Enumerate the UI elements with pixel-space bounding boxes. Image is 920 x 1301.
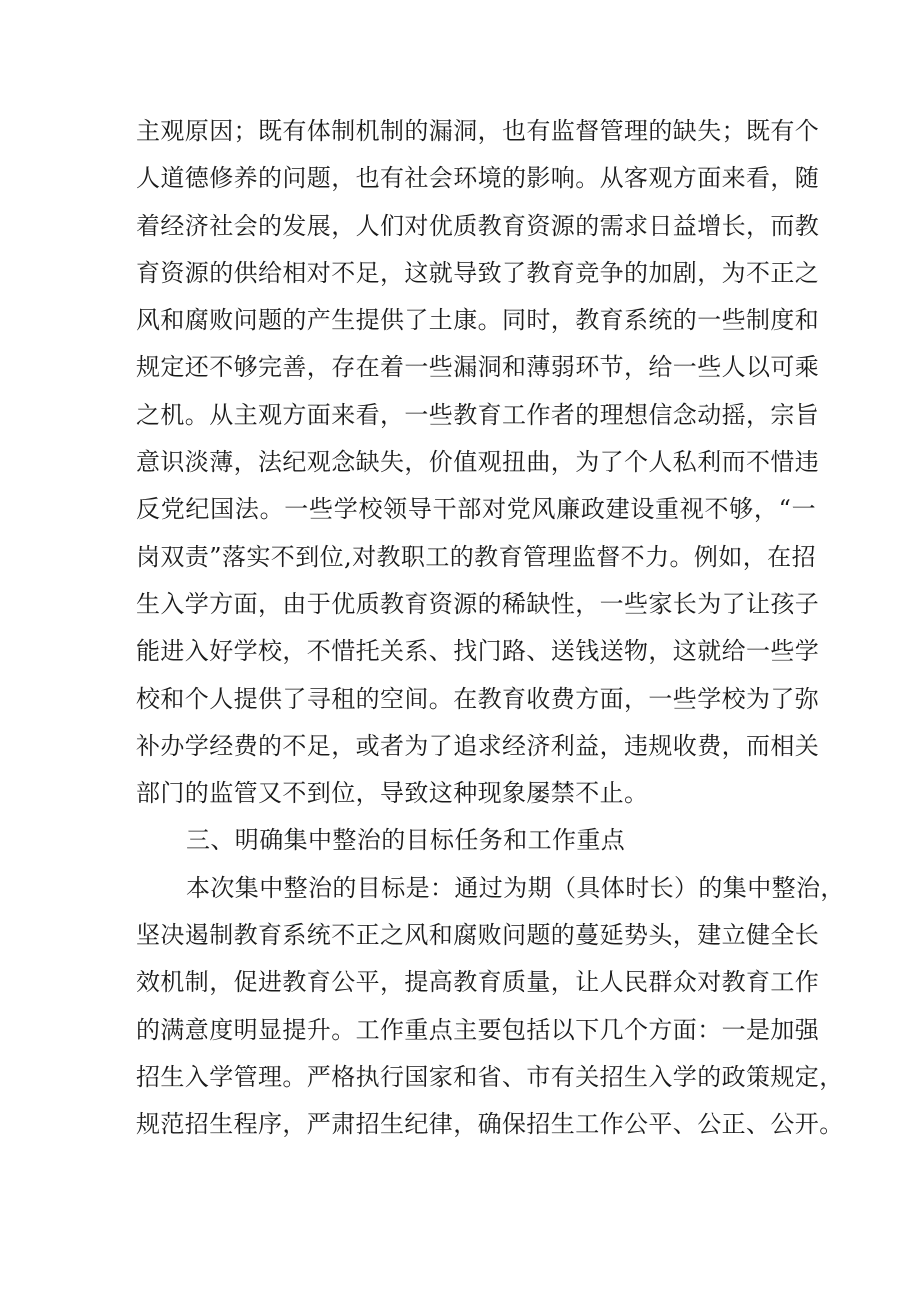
text-line: 岗双责”落实不到位,对教职工的教育管理监督不力。例如，在招 [136, 542, 816, 571]
text-line: 规定还不够完善，存在着一些漏洞和薄弱环节，给一些人以可乘 [136, 353, 820, 382]
text-line: 补办学经费的不足，或者为了追求经济利益，违规收费，而相关 [136, 731, 820, 760]
text-line: 校和个人提供了寻租的空间。在教育收费方面，一些学校为了弥 [136, 684, 820, 713]
text-line: 人道德修养的问题，也有社会环境的影响。从客观方面来看，随 [136, 164, 820, 193]
text-line: 主观原因；既有体制机制的漏洞，也有监督管理的缺失；既有个 [136, 117, 820, 145]
text-line: 意识淡薄，法纪观念缺失，价值观扭曲，为了个人私利而不惜违 [136, 448, 820, 477]
paragraph-cause-analysis [136, 108, 820, 817]
text-line: 反党纪国法。一些学校领导干部对党风廉政建设重视不够，“一 [136, 495, 816, 524]
text-line: 风和腐败问题的产生提供了土康。同时，教育系统的一些制度和 [136, 306, 820, 335]
text-line: 之机。从主观方面来看，一些教育工作者的理想信念动摇，宗旨 [136, 400, 820, 429]
text-line: 育资源的供给相对不足，这就导致了教育竞争的加剧，为不正之 [136, 258, 820, 287]
section-heading: 三、明确集中整治的目标任务和工作重点 [186, 826, 626, 855]
text-line: 生入学方面，由于优质教育资源的稀缺性，一些家长为了让孩子 [136, 589, 820, 618]
text-line: 部门的监管又不到位，导致这种现象屡禁不止。 [136, 779, 649, 808]
text-line: 招生入学管理。严格执行国家和省、市有关招生入学的政策规定， [136, 1062, 844, 1091]
document-body [136, 108, 845, 1149]
text-line: 规范招生程序，严肃招生纪律，确保招生工作公平、公正、公开。 [136, 1110, 844, 1139]
text-line: 本次集中整治的目标是：通过为期（具体时长）的集中整治， [186, 873, 845, 902]
text-line: 的满意度明显提升。工作重点主要包括以下几个方面：一是加强 [136, 1015, 820, 1044]
text-line: 着经济社会的发展，人们对优质教育资源的需求日益增长，而教 [136, 211, 820, 240]
paragraph-goals [136, 865, 845, 1149]
text-line: 效机制，促进教育公平，提高教育质量，让人民群众对教育工作 [136, 968, 820, 997]
text-line: 能进入好学校，不惜托关系、找门路、送钱送物，这就给一些学 [136, 637, 820, 666]
text-line: 坚决遏制教育系统不正之风和腐败问题的蔓延势头，建立健全长 [136, 921, 820, 950]
